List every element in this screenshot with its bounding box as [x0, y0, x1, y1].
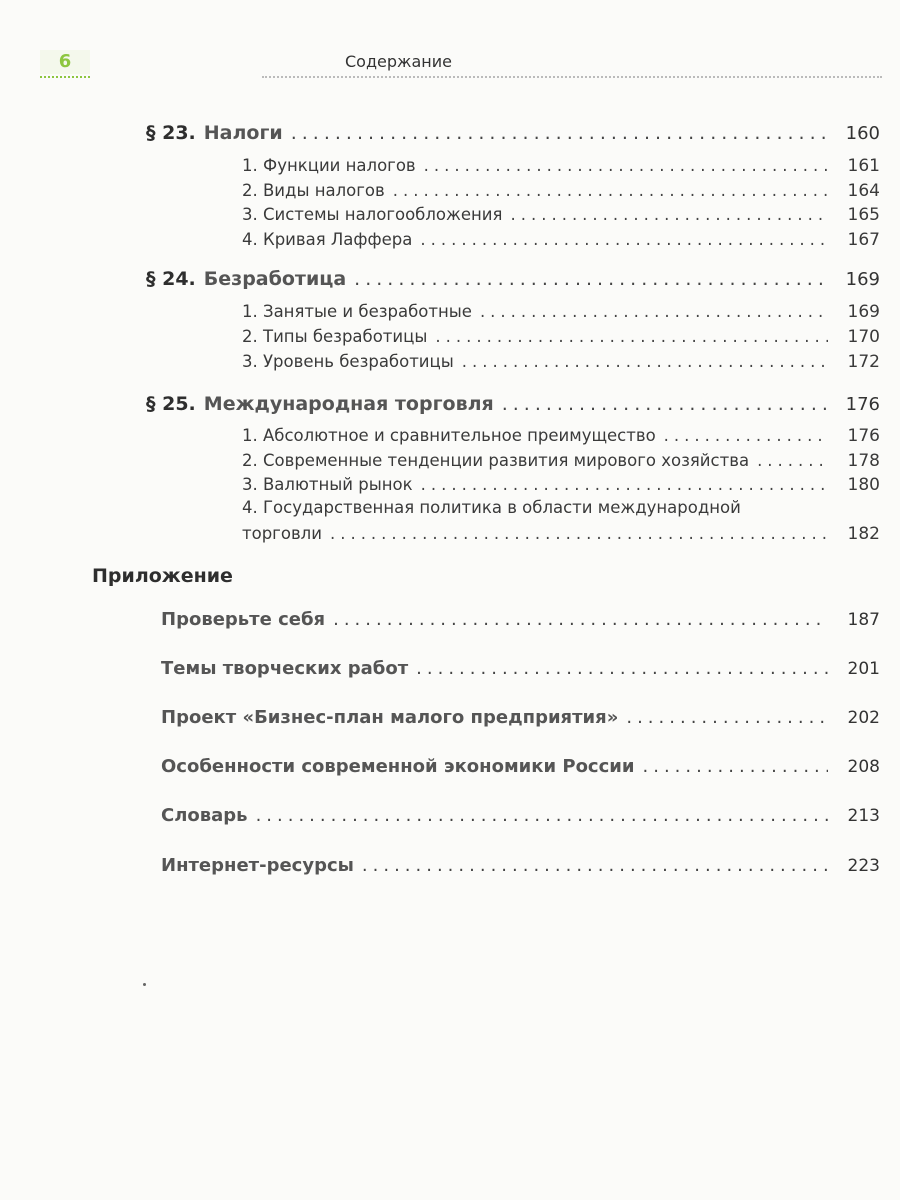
toc-section-24[interactable] — [146, 268, 880, 290]
toc-item-label: 4. Кривая Лаффера — [242, 230, 413, 249]
toc-item[interactable] — [242, 327, 880, 347]
section-number: § 24. — [146, 268, 196, 290]
toc-item-page: 180 — [847, 475, 880, 495]
toc-item-label: 2. Современные тенденции развития мирового хозяйства — [242, 451, 750, 470]
dot-leader — [643, 756, 829, 777]
toc-item-page: 161 — [847, 156, 880, 176]
toc-item-label: Словарь — [161, 805, 248, 826]
toc-item-page: 201 — [847, 659, 880, 679]
toc-appendix-item[interactable] — [161, 805, 880, 826]
toc-item-page: 170 — [847, 327, 880, 347]
toc-item-label: Интернет-ресурсы — [161, 855, 354, 876]
toc-item[interactable] — [242, 524, 880, 544]
toc-item-page: 164 — [847, 181, 880, 201]
toc-appendix-item[interactable] — [161, 707, 880, 728]
dot-leader — [435, 327, 828, 346]
section-heading — [146, 268, 346, 290]
toc-appendix-item[interactable] — [161, 855, 880, 876]
toc-item[interactable] — [242, 205, 880, 225]
dot-leader — [480, 302, 828, 321]
section-title: Безработица — [203, 268, 347, 290]
section-number: § 23. — [146, 122, 196, 144]
dot-leader — [462, 352, 828, 371]
dot-leader — [420, 230, 828, 249]
toc-item-page: 202 — [847, 708, 880, 728]
toc-item[interactable] — [242, 156, 880, 176]
dot-leader — [502, 393, 828, 415]
section-heading — [146, 122, 283, 144]
dot-leader — [362, 855, 828, 876]
toc-item-page: 178 — [847, 451, 880, 471]
toc-item-label: 2. Типы безработицы — [242, 327, 428, 346]
toc-appendix-item[interactable] — [161, 756, 880, 777]
toc-item-label: Проверьте себя — [161, 609, 326, 630]
toc-appendix-item[interactable] — [161, 658, 880, 679]
section-page: 169 — [845, 269, 880, 290]
toc-item-label: 3. Системы налогообложения — [242, 205, 503, 224]
dot-leader — [424, 156, 828, 175]
dot-leader — [416, 658, 828, 679]
toc-item-page: 176 — [847, 426, 880, 446]
toc-item[interactable] — [242, 181, 880, 201]
toc-item-label: Проект «Бизнес-план малого предприятия» — [161, 707, 619, 728]
toc-item[interactable] — [242, 475, 880, 495]
dot-leader — [256, 805, 828, 826]
toc-item-page: 187 — [847, 610, 880, 630]
toc-appendix-item[interactable] — [161, 609, 880, 630]
dot-leader — [354, 268, 828, 290]
section-page: 176 — [845, 394, 880, 415]
toc-item-label-line1[interactable]: 4. Государственная политика в области международной — [242, 498, 741, 517]
page-number-rule — [40, 76, 90, 78]
toc-item-label: Темы творческих работ — [161, 658, 409, 679]
dot-leader — [393, 181, 828, 200]
header-rule — [262, 76, 882, 78]
section-number: § 25. — [146, 393, 196, 415]
print-speck — [143, 983, 146, 986]
toc-item-page: 208 — [847, 757, 880, 777]
toc-item-page: 182 — [847, 524, 880, 544]
section-title: Налоги — [203, 122, 283, 144]
toc-item[interactable] — [242, 451, 880, 471]
appendix-title: Приложение — [92, 565, 233, 587]
toc-item-label: 1. Абсолютное и сравнительное преимущество — [242, 426, 656, 445]
dot-leader — [510, 205, 828, 224]
toc-section-25[interactable] — [146, 393, 880, 415]
toc-item-label: 3. Валютный рынок — [242, 475, 413, 494]
dot-leader — [626, 707, 828, 728]
dot-leader — [291, 122, 828, 144]
toc-item-page: 165 — [847, 205, 880, 225]
toc-item-label: 3. Уровень безработицы — [242, 352, 454, 371]
toc-section-23[interactable] — [146, 122, 880, 144]
toc-item[interactable] — [242, 426, 880, 446]
dot-leader — [333, 609, 828, 630]
section-page: 160 — [845, 123, 880, 144]
section-heading — [146, 393, 494, 415]
toc-item-page: 169 — [847, 302, 880, 322]
toc-item-page: 172 — [847, 352, 880, 372]
dot-leader — [757, 451, 828, 470]
dot-leader — [330, 524, 828, 543]
toc-item[interactable] — [242, 230, 880, 250]
toc-item-label: 2. Виды налогов — [242, 181, 385, 200]
toc-item-page: 213 — [847, 806, 880, 826]
toc-item-label: Особенности современной экономики России — [161, 756, 635, 777]
dot-leader — [664, 426, 828, 445]
toc-item[interactable] — [242, 352, 880, 372]
section-title: Международная торговля — [203, 393, 494, 415]
page-number: 6 — [40, 50, 90, 74]
toc-item[interactable] — [242, 302, 880, 322]
toc-item-page: 167 — [847, 230, 880, 250]
toc-item-label-line2: торговли — [242, 524, 322, 543]
toc-item-label: 1. Занятые и безработные — [242, 302, 472, 321]
toc-item-label: 1. Функции налогов — [242, 156, 416, 175]
toc-item-page: 223 — [847, 856, 880, 876]
page-header — [0, 0, 900, 90]
dot-leader — [421, 475, 828, 494]
header-title: Содержание — [345, 52, 452, 71]
